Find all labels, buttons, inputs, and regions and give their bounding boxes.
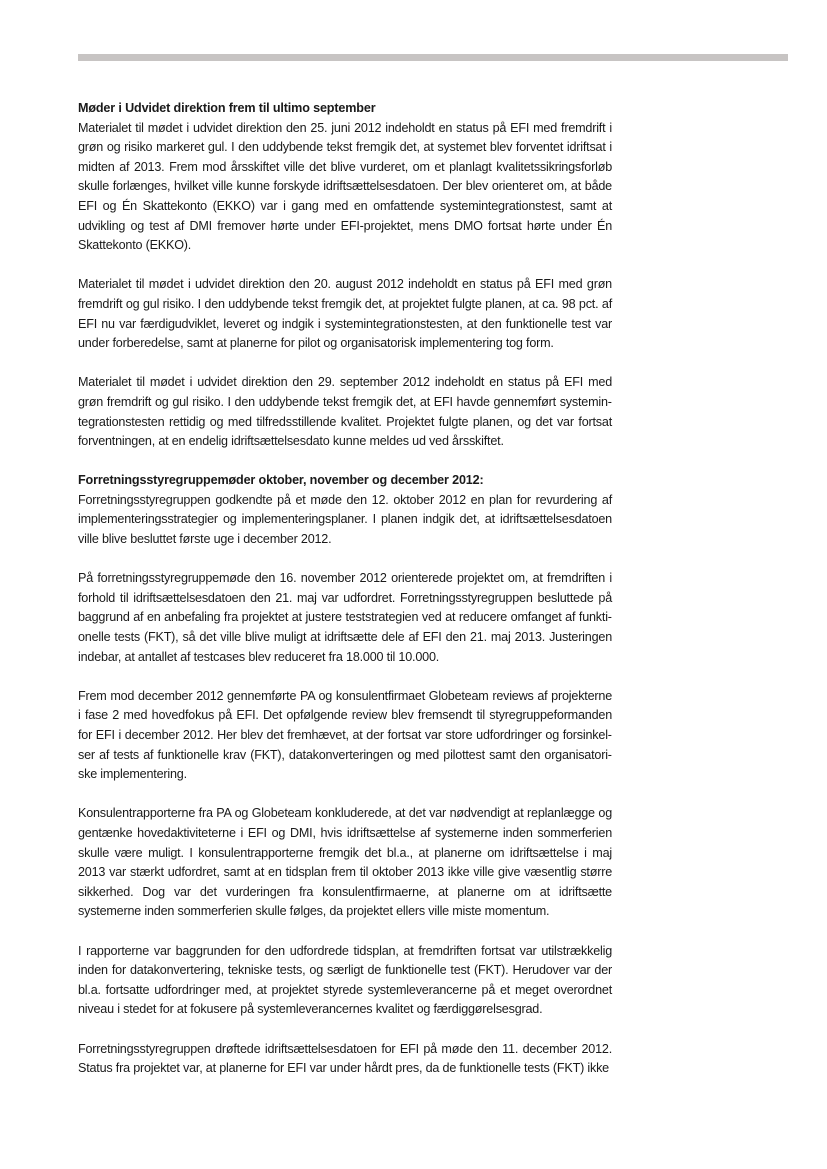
section-heading-udvidet-direktion: Møder i Udvidet direktion frem til ultimo september <box>78 101 376 115</box>
paragraph: Forretningsstyregruppen godkendte på et møde den 12. oktober 2012 en plan for revurdering af implementeringsstrategier og implementeringsplaner. I planen indgik det, at idriftsættelsesdatoen ville blive besluttet første uge i december 2012. <box>78 492 612 547</box>
paragraph: Frem mod december 2012 gennemførte PA og konsulentfirmaet Globeteam reviews af projekterne i fase 2 med hovedfokus på EFI. Det opfølgende review blev fremsendt til styregruppeformanden for EFI i december 2012. Her blev det fremhævet, at der fortsat var store udfordringer og forsinkelser af tests af funktionelle krav (FKT), datakonverteringen og med pilottest samt den organisatoriske implementering. <box>78 688 612 782</box>
paragraph: Materialet til mødet i udvidet direktion den 20. august 2012 indeholdt en status på EFI med grøn fremdrift og gul risiko. I den uddybende tekst fremgik det, at projektet fulgte planen, at ca. 98 pct. af EFI nu var færdigudviklet, leveret og indgik i systemintegrationstesten, at den funktionelle test var under forberedelse, samt at planerne for pilot og organisatorisk implementering tog form. <box>78 277 612 351</box>
document-body <box>78 99 612 1079</box>
paragraph: Materialet til mødet i udvidet direktion den 25. juni 2012 indeholdt en status på EFI med fremdrift i grøn og risiko markeret gul. I den uddybende tekst fremgik det, at systemet blev forventet idriftsat i midten af 2013. Frem mod årsskiftet ville det blive vurderet, om et planlagt kvalitetssikringsforløb skulle forlænges, hvilket ville kunne forskyde idriftsættelsesdatoen. Der blev orienteret om, at både EFI og Én Skattekonto (EKKO) var i gang med en omfattende systemintegrationstest, samt at udvikling og test af DMI fremover hørte under EFI-projektet, mens DMO fortsat hørte under Én Skattekonto (EKKO). <box>78 120 612 253</box>
header-rule <box>78 54 788 61</box>
paragraph: På forretningsstyregruppemøde den 16. november 2012 orienterede projektet om, at fremdriften i forhold til idriftsættelsesdatoen den 21. maj var udfordret. Forretningsstyregruppen besluttede på baggrund af en anbefaling fra projektet at justere teststrategien ved at reducere omfanget af funktionelle tests (FKT), så det ville blive muligt at idriftsætte dele af EFI den 21. maj 2013. Justeringen indebar, at antallet af testcases blev reduceret fra 18.000 til 10.000. <box>78 571 612 664</box>
section-heading-forretningsstyregruppe: Forretningsstyregruppemøder oktober, november og december 2012: <box>78 473 484 488</box>
paragraph: Konsulentrapporterne fra PA og Globeteam konkluderede, at det var nødvendigt at replanlægge og gentænke hovedaktiviteterne i EFI og DMI, hvis idriftsættelse af systemerne inden sommerferien skulle være muligt. I konsulentrapporterne fremgik det bl.a., at planerne om idriftsættelse i maj 2013 var stærkt udfordret, samt at en tidsplan frem til oktober 2013 ikke ville give væsentlig større sikkerhed. Dog var det vurderingen fra konsulentfirmaerne, at planerne om at idriftsætte systemerne inden sommerferien skulle følges, da projektet ellers ville miste momentum. <box>78 806 612 919</box>
paragraph: Forretningsstyregruppen drøftede idriftsættelsesdatoen for EFI på møde den 11. december 2012. Status fra projektet var, at planerne for EFI var under hårdt pres, da de funktionelle tests (FKT) ikke <box>78 1041 612 1076</box>
paragraph: I rapporterne var baggrunden for den udfordrede tidsplan, at fremdriften fortsat var utilstrækkelig inden for datakonvertering, tekniske tests, og særligt de funktionelle test (FKT). Herudover var der bl.a. fortsatte udfordringer med, at projektet styrede systemleverancerne på et meget overordnet niveau i stedet for at fokusere på systemleverancernes kvalitet og færdiggørelsesgrad. <box>78 943 612 1017</box>
paragraph: Materialet til mødet i udvidet direktion den 29. september 2012 indeholdt en status på EFI med grøn fremdrift og gul risiko. I den uddybende tekst fremgik det, at EFI havde gennemført systemintegrationstesten rettidig og med tilfredsstillende kvalitet. Projektet fulgte planen, og det var fortsat forventningen, at en endelig idriftsættelsesdato kunne meldes ud ved årsskiftet. <box>78 375 612 449</box>
